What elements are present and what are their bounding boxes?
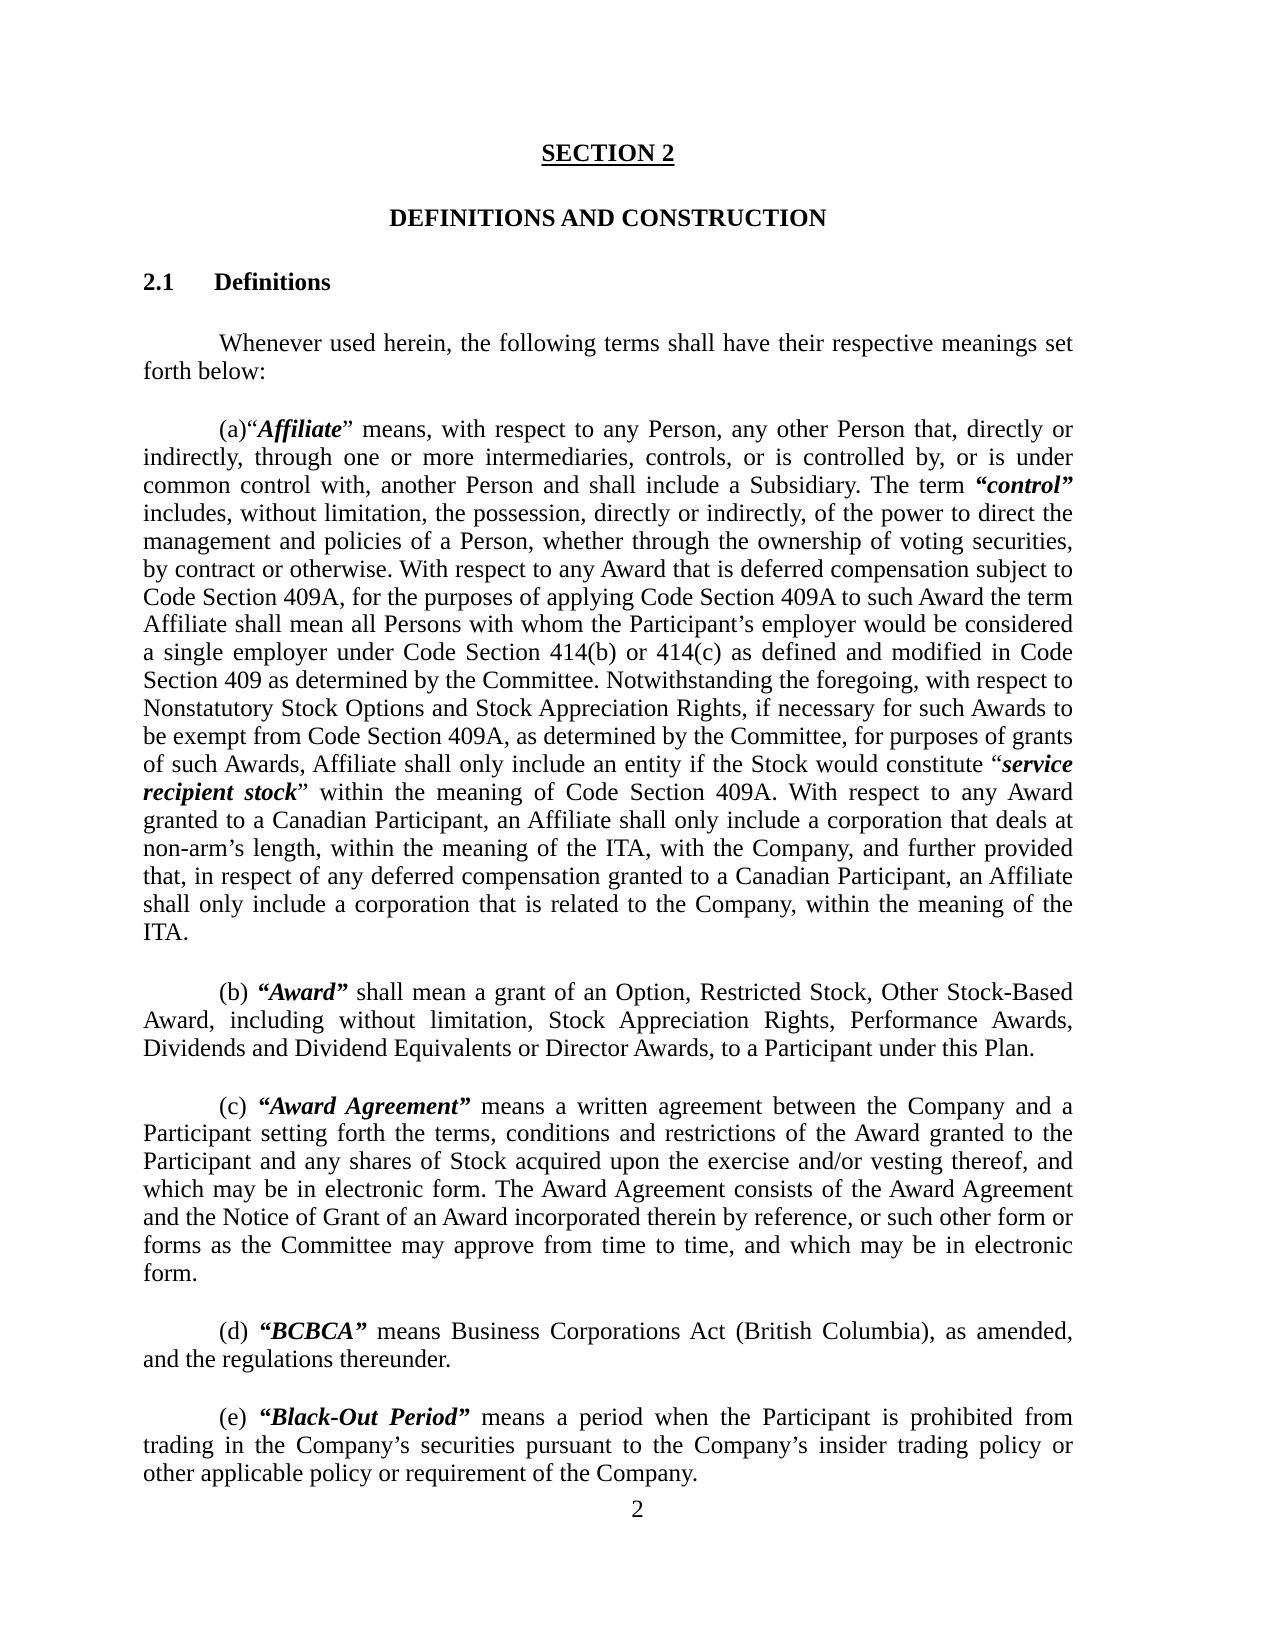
section-heading-text: SECTION 2 <box>541 140 675 167</box>
definition-b-term: “Award” <box>256 978 348 1006</box>
definition-a-text: ” means, with respect to any Person, any other Person that, directly or indirectly, through one or more intermediaries, controls, or is controlled by, or is under common control with, another Person and shall include a Subsidiary. The term <box>143 415 1073 499</box>
definition-c-text: means a written agreement between the Company and a Participant setting forth the terms, conditions and restrictions of the Award granted to the Participant and any shares of Stock acquired upon the exercise and/or vesting thereof, and which may be in electronic form. The Award Agreement consists of the Award Agreement and the Notice of Grant of an Award incorporated therein by reference, or such other form or forms as the Committee may approve from time to time, and which may be in electronic form. <box>143 1092 1073 1288</box>
clause-title: Definitions <box>214 269 331 296</box>
page-number: 2 <box>631 1496 644 1523</box>
definition-b-text: shall mean a grant of an Option, Restricted Stock, Other Stock-Based Award, including without limitation, Stock Appreciation Rights, Performance Awards, Dividends and Dividend Equivalents or Director Awards, to a Participant under this Plan. <box>143 978 1074 1062</box>
definition-b-marker: (b) <box>219 978 249 1006</box>
definition-a-text-3: ” within the meaning of Code Section 409A. With respect to any Award granted to a Canadian Participant, an Affiliate shall only include a corporation that deals at non-arm’s length, within the meaning of the ITA, with the Company, and further provided that, in respect of any deferred compensation granted to a Canadian Participant, an Affiliate shall only include a corporation that is related to the Company, within the meaning of the ITA. <box>143 779 1073 946</box>
definition-d-text: means Business Corporations Act (British Columbia), as amended, and the regulations thereunder. <box>143 1318 1073 1373</box>
clause-heading <box>143 233 1073 297</box>
definition-a-marker: (a) <box>219 415 247 443</box>
section-heading <box>143 0 1073 168</box>
definition-a-quote-open: “ <box>246 415 258 443</box>
definition-c <box>143 1063 1073 1289</box>
definition-b <box>143 947 1073 1063</box>
definition-a-term: Affiliate <box>257 415 343 443</box>
definition-c-marker: (c) <box>219 1092 247 1120</box>
page-content <box>143 0 1073 1488</box>
definition-d-marker: (d) <box>219 1318 249 1346</box>
lead-paragraph: Whenever used herein, the following terms shall have their respective meanings set forth below: <box>143 330 1073 385</box>
definition-a-inline-term-service-recipient-stock: service recipient stock <box>143 751 1073 807</box>
section-subheading: DEFINITIONS AND CONSTRUCTION <box>389 205 827 232</box>
definition-a-text-2: includes, without limitation, the possession, directly or indirectly, of the power to direct the management and policies of a Person, whether through the ownership of voting securities, by contract or otherwise. With respect to any Award that is deferred compensation subject to Code Section 409A, for the purposes of applying Code Section 409A to such Award the term Affiliate shall mean all Persons with whom the Participant’s employer would be considered a single employer under Code Section 414(b) or 414(c) as defined and modified in Code Section 409 as determined by the Committee. Notwithstanding the foregoing, with respect to Nonstatutory Stock Options and Stock Appreciation Rights, if necessary for such Awards to be exempt from Code Section 409A, as determined by the Committee, for purposes of grants of such Awards, Affiliate shall only include an entity if the Stock would constitute “ <box>143 499 1073 779</box>
definition-d-term: “BCBCA” <box>258 1318 367 1346</box>
definition-d <box>143 1288 1073 1374</box>
clause-number: 2.1 <box>143 269 175 296</box>
definition-e <box>143 1374 1073 1488</box>
definition-e-term: “Black-Out Period” <box>258 1403 470 1431</box>
definition-c-term: “Award Agreement” <box>257 1092 471 1120</box>
definition-a-inline-term-control: “control” <box>974 471 1073 499</box>
definition-e-marker: (e) <box>219 1403 247 1431</box>
definition-a <box>143 386 1073 947</box>
definition-e-text: means a period when the Participant is prohibited from trading in the Company’s securities pursuant to the Company’s insider trading policy or other applicable policy or requirement of the Company. <box>143 1403 1073 1487</box>
